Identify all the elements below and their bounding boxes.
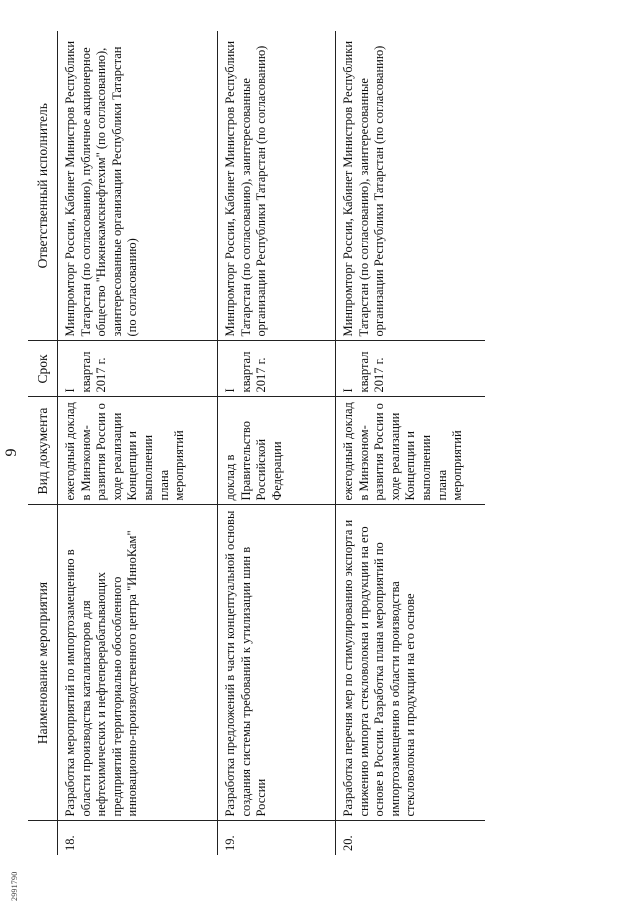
header-name: Наименование мероприятия [28, 505, 58, 821]
row-number: 19. [218, 821, 336, 855]
row-number: 18. [58, 821, 218, 855]
measure-name: Разработка предложений в части концептуальной основы создания системы требований к утилизации шин в России [218, 505, 336, 821]
table-header-row [28, 31, 58, 855]
header-doc: Вид документа [28, 397, 58, 505]
document-type: доклад в Правительство Российской Федерации [218, 397, 336, 505]
responsible-executor: Минпромторг России, Кабинет Министров Республики Татарстан (по согласованию), публичное акционерное общество "Нижнекамскнефтехим" (по согласованию), заинтересованные организации Республики Татарстан (по согласованию) [58, 31, 218, 341]
table-row [336, 31, 486, 855]
page-number: 9 [3, 448, 20, 457]
row-number: 20. [341, 835, 355, 851]
responsible-executor: Минпромторг России, Кабинет Министров Республики Татарстан (по согласованию), заинтересованные организации Республики Татарстан (по согласованию) [218, 31, 336, 341]
document-type: ежегодный доклад в Минэконом-развития России о ходе реализации Концепции и выполнении плана мероприятий [58, 397, 218, 505]
deadline: I квартал 2017 г. [58, 341, 218, 397]
responsible-executor: Минпромторг России, Кабинет Министров Республики Татарстан (по согласованию), заинтересованные организации Республики Татарстан (по согласованию) [336, 31, 486, 341]
deadline: I квартал 2017 г. [336, 341, 486, 397]
header-num [28, 821, 58, 855]
measure-name: Разработка перечня мер по стимулированию экспорта и снижению импорта стекловолокна и продукции на его основе в России. Разработка плана мероприятий по импортозамещению в области производства стекловолокна и продукции на его основе [336, 505, 486, 821]
document-code: 2991790 [10, 871, 19, 901]
header-term: Срок [28, 341, 58, 397]
measures-table [28, 31, 485, 855]
measure-name: Разработка мероприятий по импортозамещению в области производства катализаторов для нефтехимических и нефтеперерабатывающих предприятий территориально обособленного инновационно-производственного центра "ИнноКам" [58, 505, 218, 821]
deadline: I квартал 2017 г. [218, 341, 336, 397]
table-row [58, 31, 218, 855]
document-type: ежегодный доклад в Минэконом-развития России о ходе реализации Концепции и выполнении плана мероприятий [336, 397, 486, 505]
header-responsible: Ответственный исполнитель [28, 31, 58, 341]
table-row [218, 31, 336, 855]
